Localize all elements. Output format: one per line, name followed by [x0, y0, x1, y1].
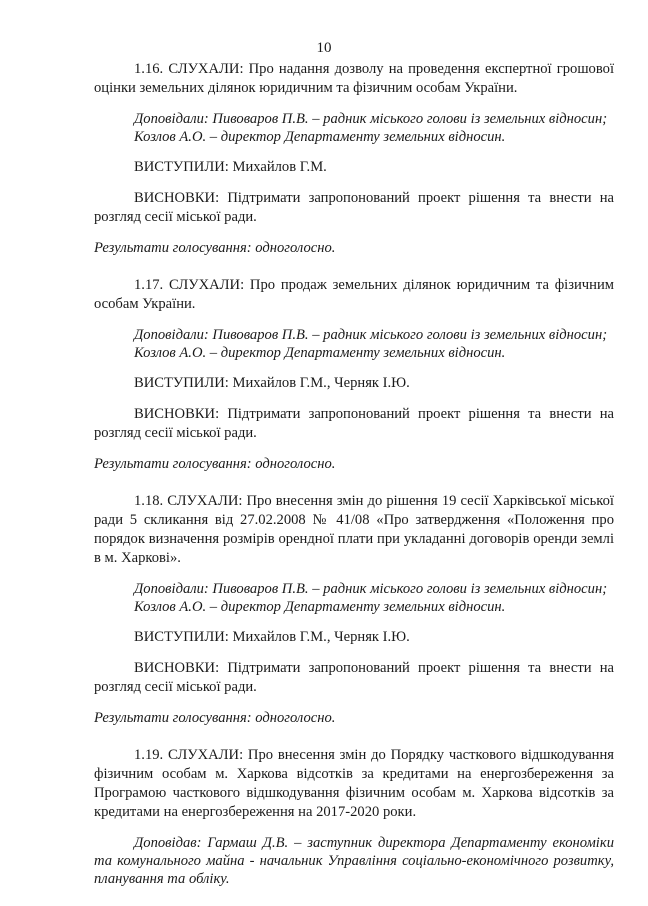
reporters-line: Доповідали: Пивоваров П.В. – радник міського голови із земельних відносин; — [134, 111, 608, 127]
speakers-line: ВИСТУПИЛИ: Михайлов Г.М., Черняк І.Ю. — [134, 629, 410, 645]
heard-paragraph: 1.19. СЛУХАЛИ: Про внесення змін до Порядку часткового відшкодування фізичним особам м. Харкова відсотків за кредитами на енергозбереження за Програмою часткового відшкодування фізичним особам м. Харкова відсотків за кредитами на енергозбереження на 2017-2020 роки. — [94, 747, 614, 820]
vote-result: Результати голосування: одноголосно. — [94, 456, 336, 472]
conclusions-paragraph: ВИСНОВКИ: Підтримати запропонований проект рішення та внести на розгляд сесії міської ради. — [94, 190, 614, 225]
document-body — [94, 60, 614, 904]
reporters-line: Доповідали: Пивоваров П.В. – радник міського голови із земельних відносин; — [134, 581, 608, 597]
conclusions-paragraph: ВИСНОВКИ: Підтримати запропонований проект рішення та внести на розгляд сесії міської ради. — [94, 406, 614, 441]
reporters-line: Козлов А.О. – директор Департаменту земельних відносин. — [134, 129, 506, 145]
vote-result: Результати голосування: одноголосно. — [94, 710, 336, 726]
vote-result: Результати голосування: одноголосно. — [94, 240, 336, 256]
reporters-line: Доповідали: Пивоваров П.В. – радник міського голови із земельних відносин; — [134, 327, 608, 343]
agenda-item-1-16 — [94, 60, 614, 258]
speakers-line: ВИСТУПИЛИ: Михайлов Г.М., Черняк І.Ю. — [134, 375, 410, 391]
reporters-line: Козлов А.О. – директор Департаменту земельних відносин. — [134, 599, 506, 615]
page-number: 10 — [316, 40, 332, 56]
reporters-line: Козлов А.О. – директор Департаменту земельних відносин. — [134, 345, 506, 361]
reporters-line: Доповідав: Гармаш Д.В. – заступник директора Департаменту економіки та комунального майна - начальник Управління соціально-економічного розвитку, планування та обліку. — [94, 835, 614, 887]
agenda-item-1-19 — [94, 746, 614, 888]
heard-paragraph: 1.18. СЛУХАЛИ: Про внесення змін до рішення 19 сесії Харківської міської ради 5 скликання від 27.02.2008 № 41/08 «Про затвердження «Положення про порядок визначення розмірів орендної плати при укладанні договорів оренди землі в м. Харкові». — [94, 493, 614, 566]
heard-paragraph: 1.16. СЛУХАЛИ: Про надання дозволу на проведення експертної грошової оцінки земельних ділянок юридичним та фізичним особам України. — [94, 61, 614, 96]
speakers-line: ВИСТУПИЛИ: Михайлов Г.М. — [134, 159, 327, 175]
conclusions-paragraph: ВИСНОВКИ: Підтримати запропонований проект рішення та внести на розгляд сесії міської ради. — [94, 660, 614, 695]
heard-paragraph: 1.17. СЛУХАЛИ: Про продаж земельних ділянок юридичним та фізичним особам України. — [94, 277, 614, 312]
agenda-item-1-17 — [94, 276, 614, 474]
agenda-item-1-18 — [94, 492, 614, 728]
